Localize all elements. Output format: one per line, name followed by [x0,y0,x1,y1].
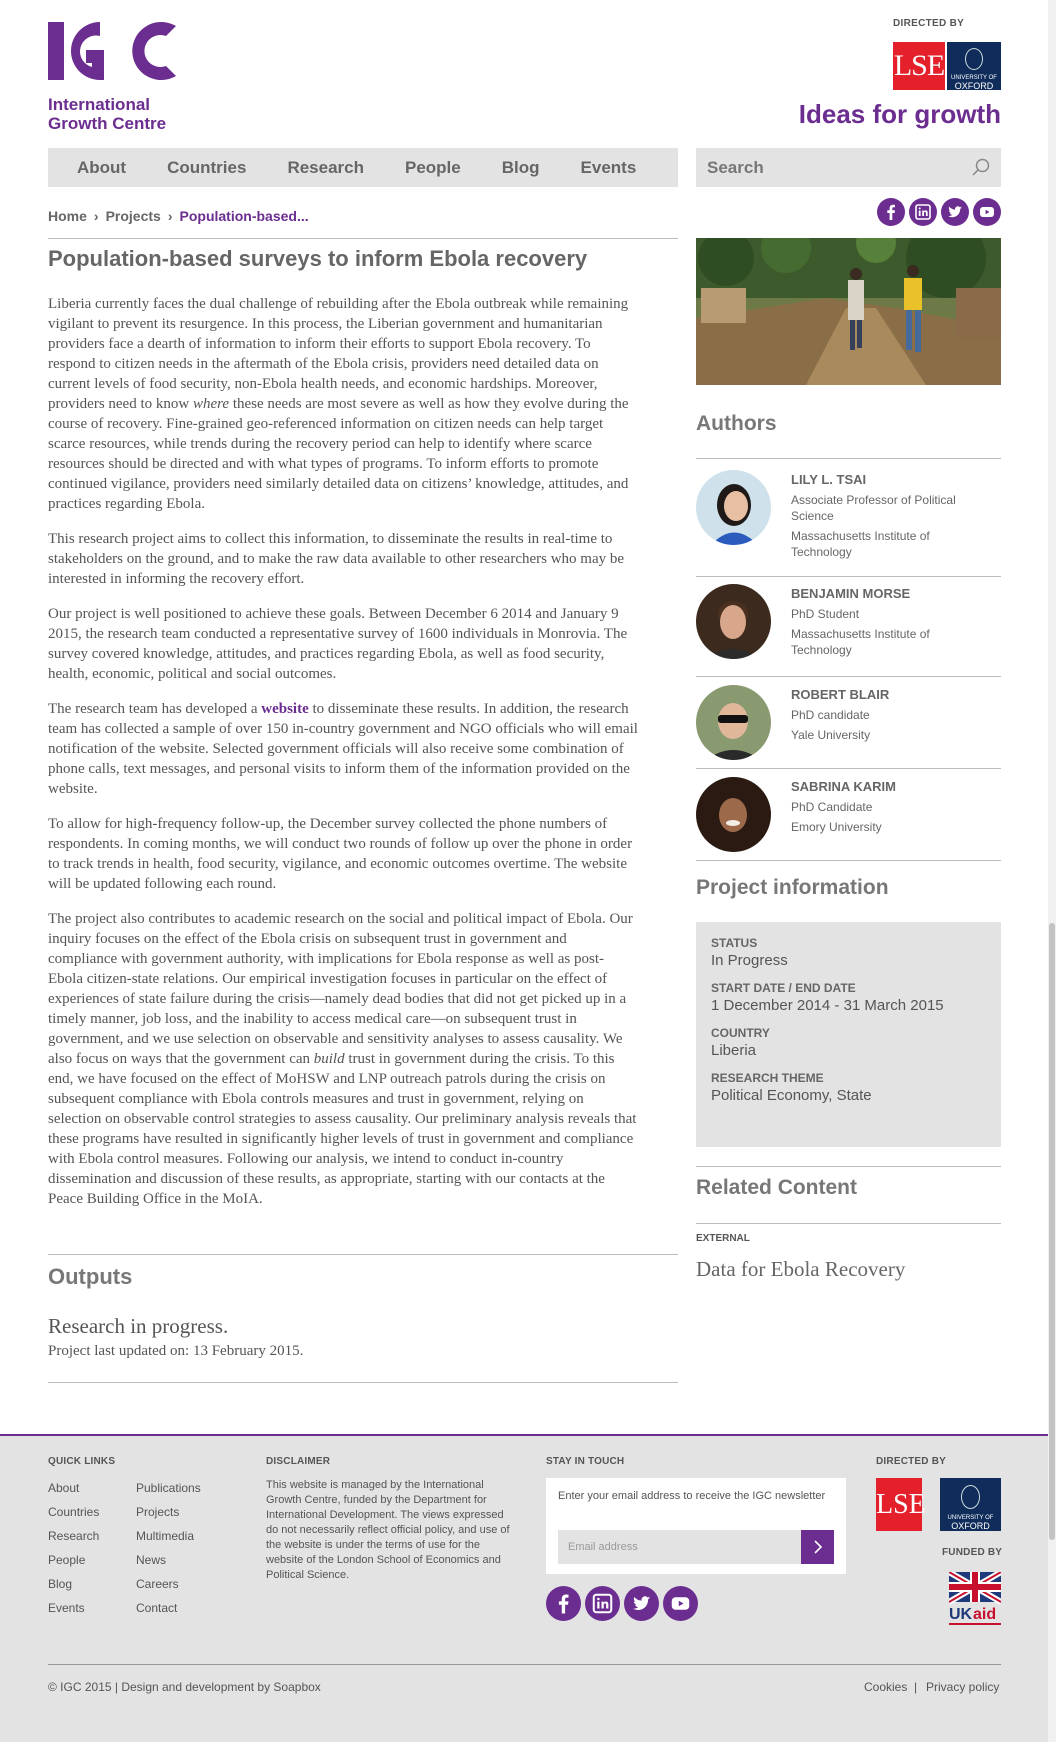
author-card[interactable] [696,584,1001,664]
project-hero-image [696,238,1001,385]
authors-heading: Authors [696,412,777,435]
disclaimer-text: This website is managed by the International Growth Centre, funded by the Department for International Development. The views expressed do not necessarily reflect official policy, and use of the website is under the terms of use for the website of the London School of Economics and Political Science. [266,1479,510,1581]
ukaid-logo[interactable] [949,1572,1001,1628]
dates-value: 1 December 2014 - 31 March 2015 [711,997,944,1014]
disclaimer-heading: DISCLAIMER [266,1456,331,1467]
quick-links-heading: QUICK LINKS [48,1456,116,1467]
project-info-heading: Project information [696,876,889,899]
dates-label: START DATE / END DATE [711,981,856,995]
divider [696,860,1001,861]
divider [48,238,678,239]
twitter-icon[interactable] [624,1586,659,1621]
oxford-crest-icon [961,1485,980,1509]
footer-link[interactable]: People [48,1553,86,1567]
cookies-link[interactable]: Cookies [864,1680,908,1694]
facebook-icon[interactable] [546,1586,581,1621]
breadcrumb-separator: › [93,208,99,224]
youtube-icon[interactable] [973,198,1001,226]
paragraph: Our project is well positioned to achieve these goals. Between December 6 2014 and January 9 2015, the research team conducted a representative survey of 1600 individuals in Monrovia. The survey covered knowledge, attitudes, and practices regarding Ebola, as well as food security, health, economic, political and social outcomes. [48,606,628,682]
author-name: SABRINA KARIM [791,779,896,794]
avatar [696,777,771,852]
search-bar [696,148,1001,187]
divider [48,1664,1001,1665]
nav-events[interactable]: Events [580,158,637,177]
main-nav [48,148,678,187]
footer-separator: | [914,1680,918,1694]
breadcrumb-projects[interactable]: Projects [105,208,161,224]
newsletter-text: Enter your email address to receive the IGC newsletter [558,1490,826,1502]
oxford-logo[interactable]: UNIVERSITY OF OXFORD [940,1478,1001,1531]
scrollbar[interactable] [1048,0,1056,1742]
divider [696,576,1001,577]
outputs-updated: Project last updated on: 13 February 2015. [48,1343,304,1359]
breadcrumb-current: Population-based... [179,208,309,224]
copyright: © IGC 2015 | Design and development by Soapbox [48,1680,321,1694]
related-link[interactable]: Data for Ebola Recovery [696,1257,906,1281]
privacy-link[interactable]: Privacy policy [926,1680,1000,1694]
footer-social-links [546,1586,698,1621]
lse-logo[interactable]: LSE [893,42,945,90]
footer-link[interactable]: Countries [48,1505,100,1519]
status-label: STATUS [711,936,758,950]
divider [696,458,1001,459]
external-label: EXTERNAL [696,1233,750,1244]
linkedin-icon[interactable] [585,1586,620,1621]
subscribe-button[interactable] [801,1530,834,1564]
tagline: Ideas for growth [798,99,1001,129]
email-input[interactable] [558,1530,801,1564]
funded-by-heading: FUNDED BY [942,1547,1003,1558]
nav-people[interactable]: People [405,158,461,177]
logo-wordmark[interactable]: International Growth Centre [48,95,167,133]
scrollbar-thumb[interactable] [1049,923,1055,1540]
directed-by-label: DIRECTED BY [893,18,965,29]
footer-link[interactable]: Multimedia [136,1529,195,1543]
country-value[interactable]: Liberia [711,1042,757,1059]
outputs-status: Research in progress. [48,1314,229,1338]
paragraph: To allow for high-frequency follow-up, the December survey collected the phone numbers of respondents. In coming months, we will conduct two rounds of follow up over the phone in order to track trends in health, food security, vigilance, and economic outcomes overtime. The website will be updated following each round. [48,816,633,892]
author-card[interactable] [696,777,1001,857]
social-links [877,198,1001,226]
nav-blog[interactable]: Blog [501,158,540,177]
article-body [48,294,638,1224]
avatar [696,685,771,760]
author-name: LILY L. TSAI [791,472,867,487]
author-affiliation: PhD Candidate Emory University [791,800,882,834]
breadcrumb-separator: › [167,208,173,224]
related-heading: Related Content [696,1176,858,1199]
newsletter-box [546,1478,846,1574]
search-icon[interactable] [971,157,991,177]
divider [48,1254,678,1255]
paragraph: Liberia currently faces the dual challenge of rebuilding after the Ebola outbreak while remaining vigilant to prevent its resurgence. In this process, the Liberian government and humanitarian providers face a dearth of information to inform their efforts to support Ebola recovery. To respond to citizen needs in the aftermath of the Ebola crisis, providers need detailed data on current levels of food security, non-Ebola health needs, and economic hardships. Moreover, providers need to know where these needs are most severe as well as how they evolve during the course of recovery. Fine-grained geo-referenced information on citizen needs can help target scarce resources, while trends during the recovery period can help to identify where scarce resources should be directed and with what types of programs. To inform efforts to promote continued vigilance, providers need similarly detailed data on citizens’ knowledge, attitudes, and practices regarding Ebola. [48,296,629,512]
outputs-heading: Outputs [48,1264,133,1289]
footer-link[interactable]: Careers [136,1577,179,1591]
svg-text:UK: UK [949,1606,973,1623]
facebook-icon[interactable] [877,198,905,226]
page-title: Population-based surveys to inform Ebola recovery [48,246,588,271]
footer-link[interactable]: Events [48,1601,85,1615]
search-input[interactable] [696,148,946,187]
divider [48,1382,678,1383]
divider [696,1166,1001,1167]
project-info-box [696,922,1001,1147]
oxford-crest-icon [965,48,983,70]
nav-research[interactable]: Research [287,158,364,177]
footer-link[interactable]: About [48,1481,80,1495]
author-affiliation: PhD Student Massachusetts Institute of Technology [791,607,930,657]
footer-link[interactable]: Research [48,1529,100,1543]
linkedin-icon[interactable] [909,198,937,226]
paragraph: This research project aims to collect this information, to disseminate the results in real-time to stakeholders on the ground, and to make the raw data available to other researchers who may be interested in informing the recovery effort. [48,531,625,587]
website-link[interactable]: website [261,701,309,717]
divider [696,676,1001,677]
arrow-right-icon [801,1530,834,1564]
nav-about[interactable]: About [77,158,127,177]
author-affiliation: PhD candidate Yale University [791,708,871,742]
breadcrumb [48,208,309,224]
paragraph: The research team has developed a website to disseminate these results. In addition, the research team has collected a sample of over 150 in-country government and NGO officials who will email notification of the website. Selected government officials will also receive some combination of phone calls, text messages, and personal visits to inform them of the information provided on the website. [48,701,638,797]
footer-link[interactable]: Blog [48,1577,73,1591]
oxford-logo[interactable]: UNIVERSITY OF OXFORD [947,42,1001,90]
author-card[interactable] [696,685,1001,765]
footer-link[interactable]: News [136,1553,167,1567]
footer-link[interactable]: Publications [136,1481,201,1495]
country-label: COUNTRY [711,1026,770,1040]
avatar [696,470,771,545]
nav-countries[interactable]: Countries [167,158,247,177]
avatar [696,584,771,659]
igc-logo[interactable] [48,20,178,82]
twitter-icon[interactable] [941,198,969,226]
theme-label: RESEARCH THEME [711,1071,824,1085]
breadcrumb-home[interactable]: Home [48,208,87,224]
footer-link[interactable]: Contact [136,1601,178,1615]
author-card[interactable] [696,470,1001,560]
footer [0,1434,1056,1742]
youtube-icon[interactable] [663,1586,698,1621]
stay-in-touch-heading: STAY IN TOUCH [546,1456,625,1467]
directed-by-heading: DIRECTED BY [876,1456,946,1467]
theme-value[interactable]: Political Economy, State [711,1087,872,1104]
paragraph: The project also contributes to academic research on the social and political impact of Ebola. Our inquiry focuses on the effect of the Ebola crisis on subsequent trust in government and compliance with government authority, with implications for Ebola response as well as post-Ebola citizen-state relations. Our empirical investigation focuses in particular on the effect of experiences of state failure during the crisis—namely dead bodies that did not get picked up in a timely manner, job loss, and the inability to access medical care—on subsequent trust in government, and we use selection on observable and sensitivity analyses to assess causality. We also focus on ways that the government can build trust in government during the crisis. To this end, we have focused on the effect of MoHSW and LNP outreach patrols during the crisis on subsequent compliance with Ebola controls measures and trust in government, relying on selection on observable control strategies to assess causality. Our preliminary analysis reveals that these programs have resulted in significantly higher levels of trust in government and compliance with Ebola control measures. Following our analysis, we intend to conduct in-country dissemination and discussion of these results, as appropriate, starting with our contacts at the Peace Building Office in the MoIA. [48,911,637,1207]
author-name: ROBERT BLAIR [791,687,890,702]
author-affiliation: Associate Professor of Political Science Massachusetts Institute of Technology [791,493,956,559]
svg-text:aid: aid [973,1606,997,1623]
lse-logo[interactable]: LSE [876,1478,922,1531]
status-value: In Progress [711,952,788,969]
divider [696,1223,1001,1224]
author-name: BENJAMIN MORSE [791,586,911,601]
divider [696,768,1001,769]
footer-link[interactable]: Projects [136,1505,180,1519]
